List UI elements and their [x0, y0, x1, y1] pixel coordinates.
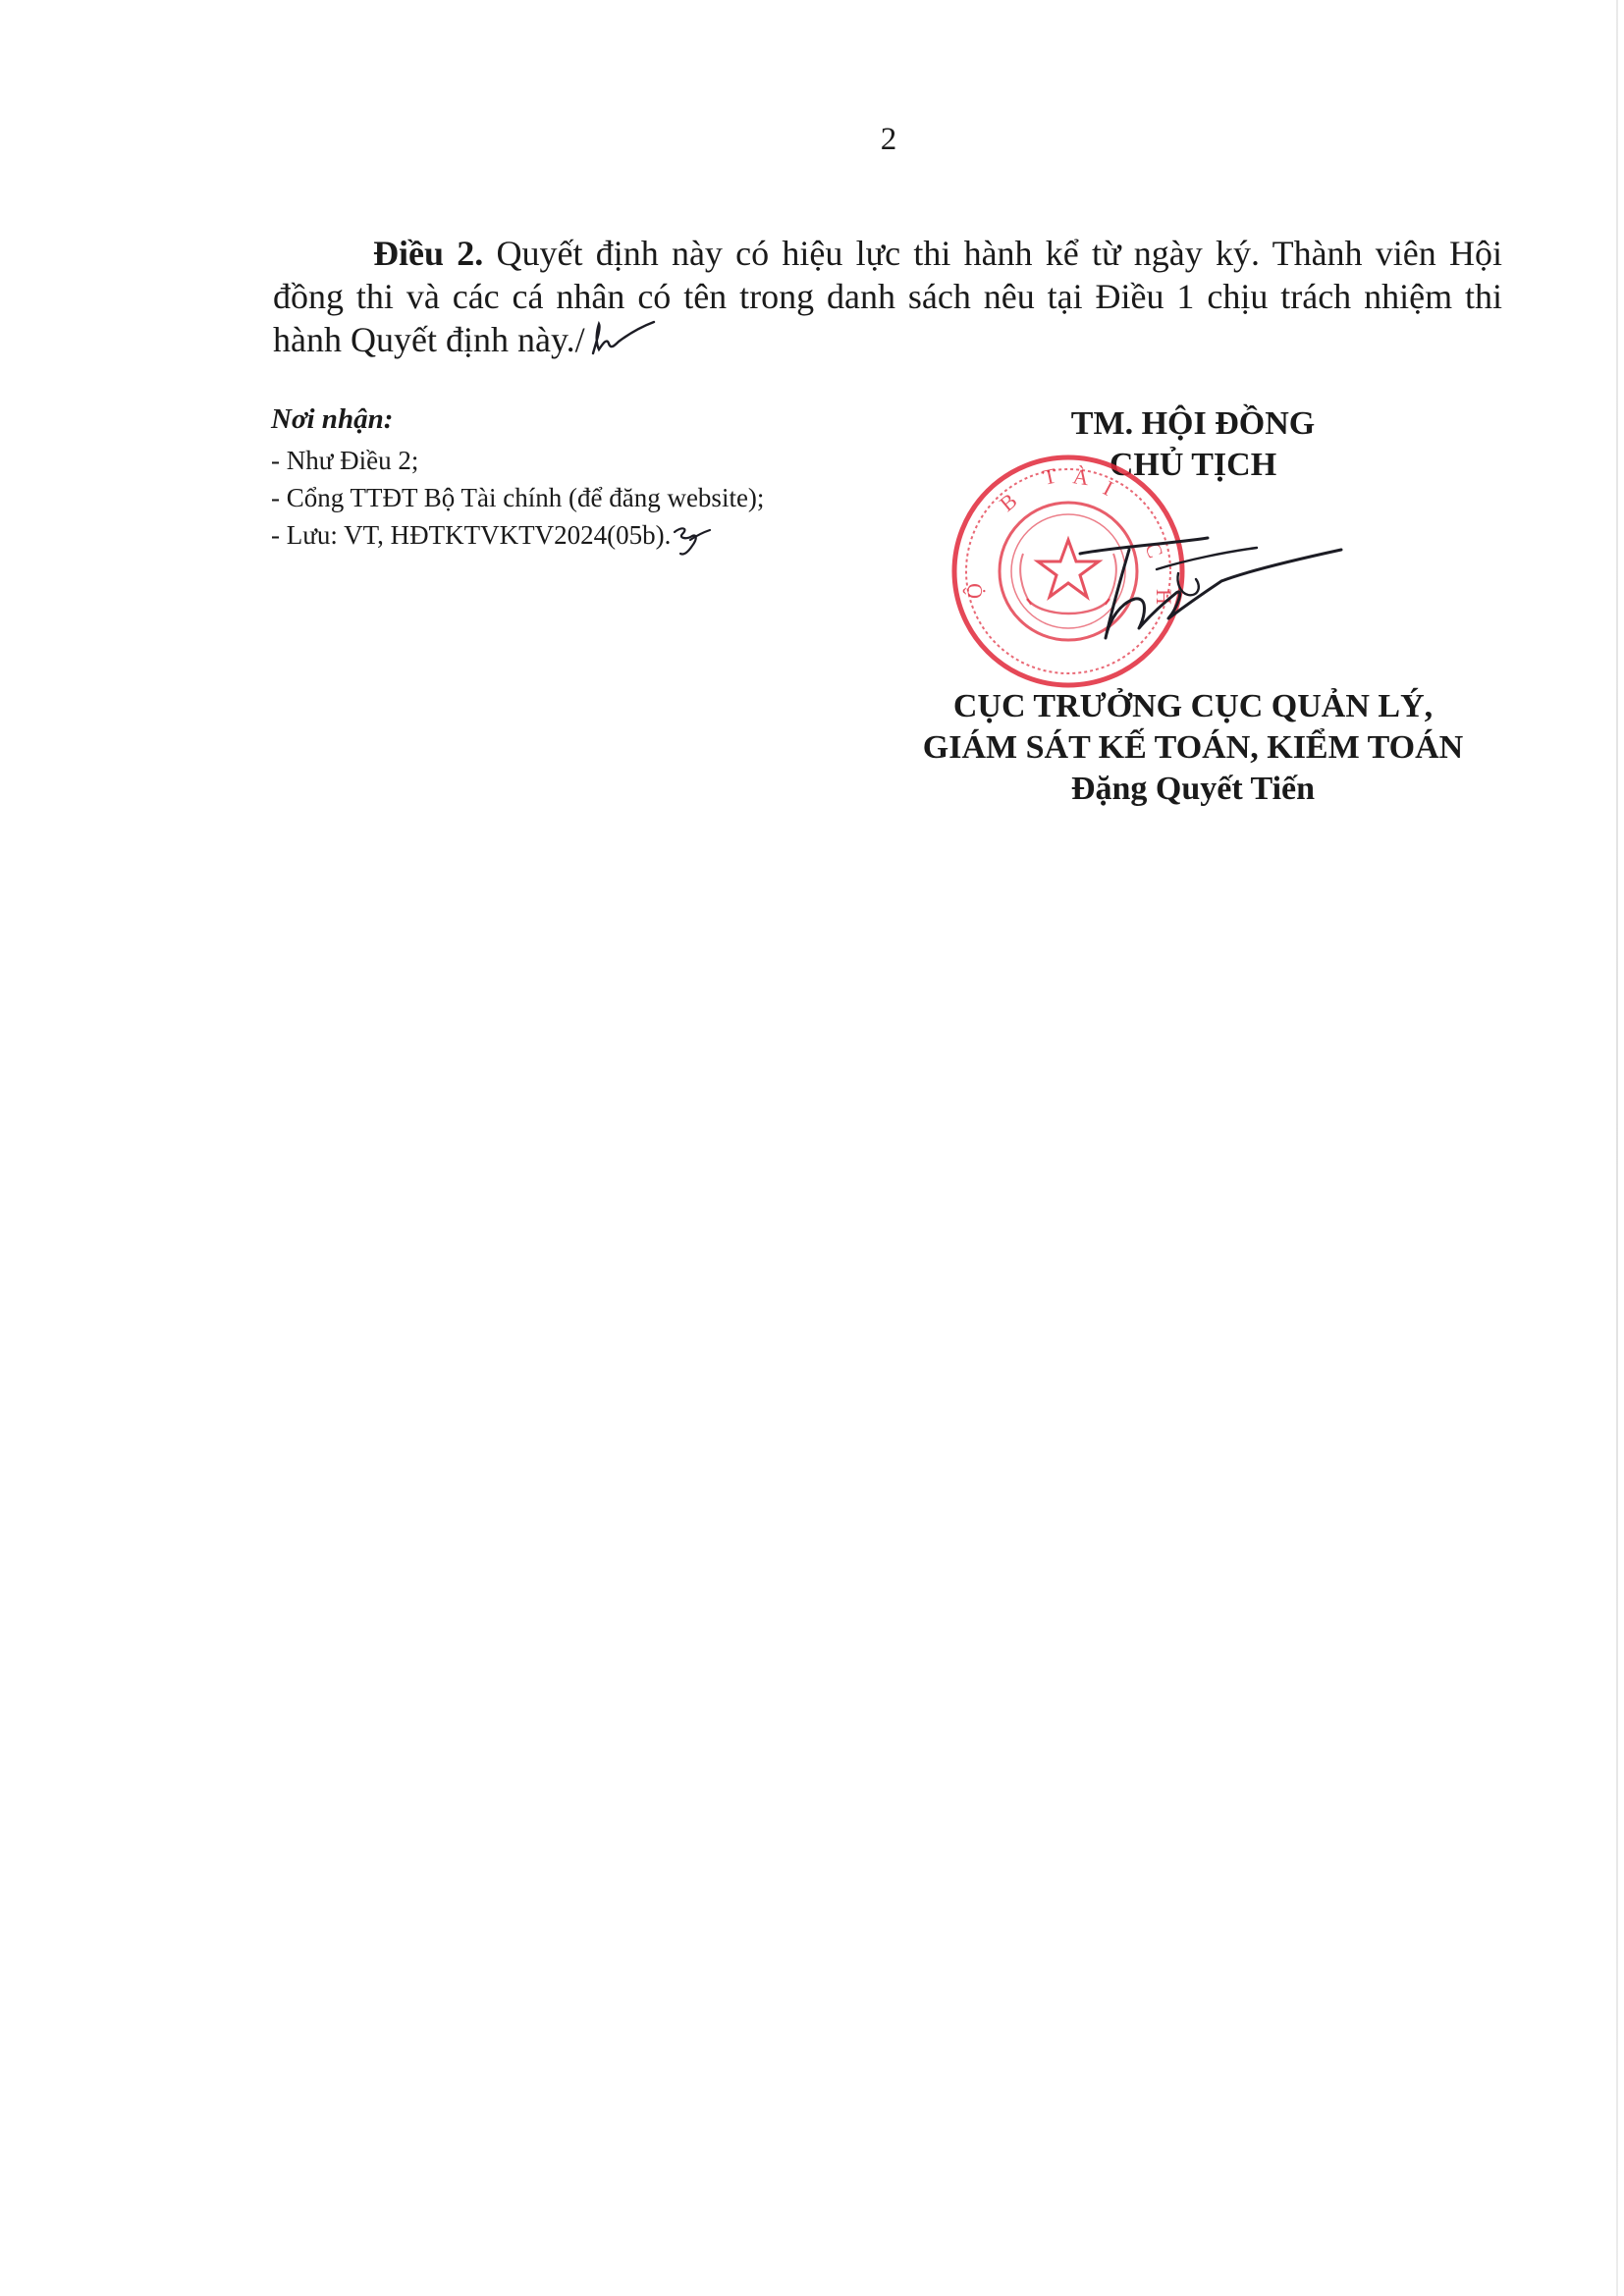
sig-position-line2: GIÁM SÁT KẾ TOÁN, KIỂM TOÁN — [922, 729, 1464, 766]
signature-block — [884, 400, 1502, 832]
svg-text:T: T — [1040, 462, 1059, 490]
recipients-list — [271, 442, 764, 558]
recipient-item: - Như Điều 2; — [271, 442, 764, 479]
svg-text:B: B — [995, 488, 1022, 516]
recipients-block — [271, 400, 764, 558]
svg-text:I: I — [1099, 475, 1117, 501]
signer-name: Đặng Quyết Tiến — [1070, 771, 1316, 807]
recipient-item: - Lưu: VT, HĐTKTVKTV2024(05b). — [271, 516, 764, 558]
recipient-item: - Cổng TTĐT Bộ Tài chính (để đăng website); — [271, 479, 764, 516]
page-number: 2 — [880, 122, 897, 157]
sig-role: CHỦ TỊCH — [1109, 447, 1277, 483]
initial-mark-icon — [587, 320, 656, 359]
sig-position-line1: CỤC TRƯỞNG CỤC QUẢN LÝ, — [952, 688, 1434, 724]
article-heading: Điều 2. — [373, 234, 484, 273]
initial-mark-small-icon — [671, 522, 712, 558]
svg-text:À: À — [1071, 463, 1091, 491]
svg-text:H: H — [1152, 589, 1176, 605]
svg-text:Ộ: Ộ — [962, 583, 987, 599]
page-edge-shadow — [1616, 0, 1618, 2296]
svg-text:C: C — [1140, 539, 1168, 561]
handwritten-signature-icon — [1011, 508, 1345, 656]
article-text: Quyết định này có hiệu lực thi hành kể từ ngày ký. Thành viên Hội đồng thi và các cá nhân có tên trong danh sách nêu tại Điều 1 chịu trách nhiệm thi hành Quyết định này./ — [273, 234, 1503, 359]
sig-on-behalf: TM. HỘI ĐỒNG — [1070, 405, 1316, 442]
article-2 — [273, 232, 1502, 361]
recipients-title: Nơi nhận: — [271, 403, 394, 435]
